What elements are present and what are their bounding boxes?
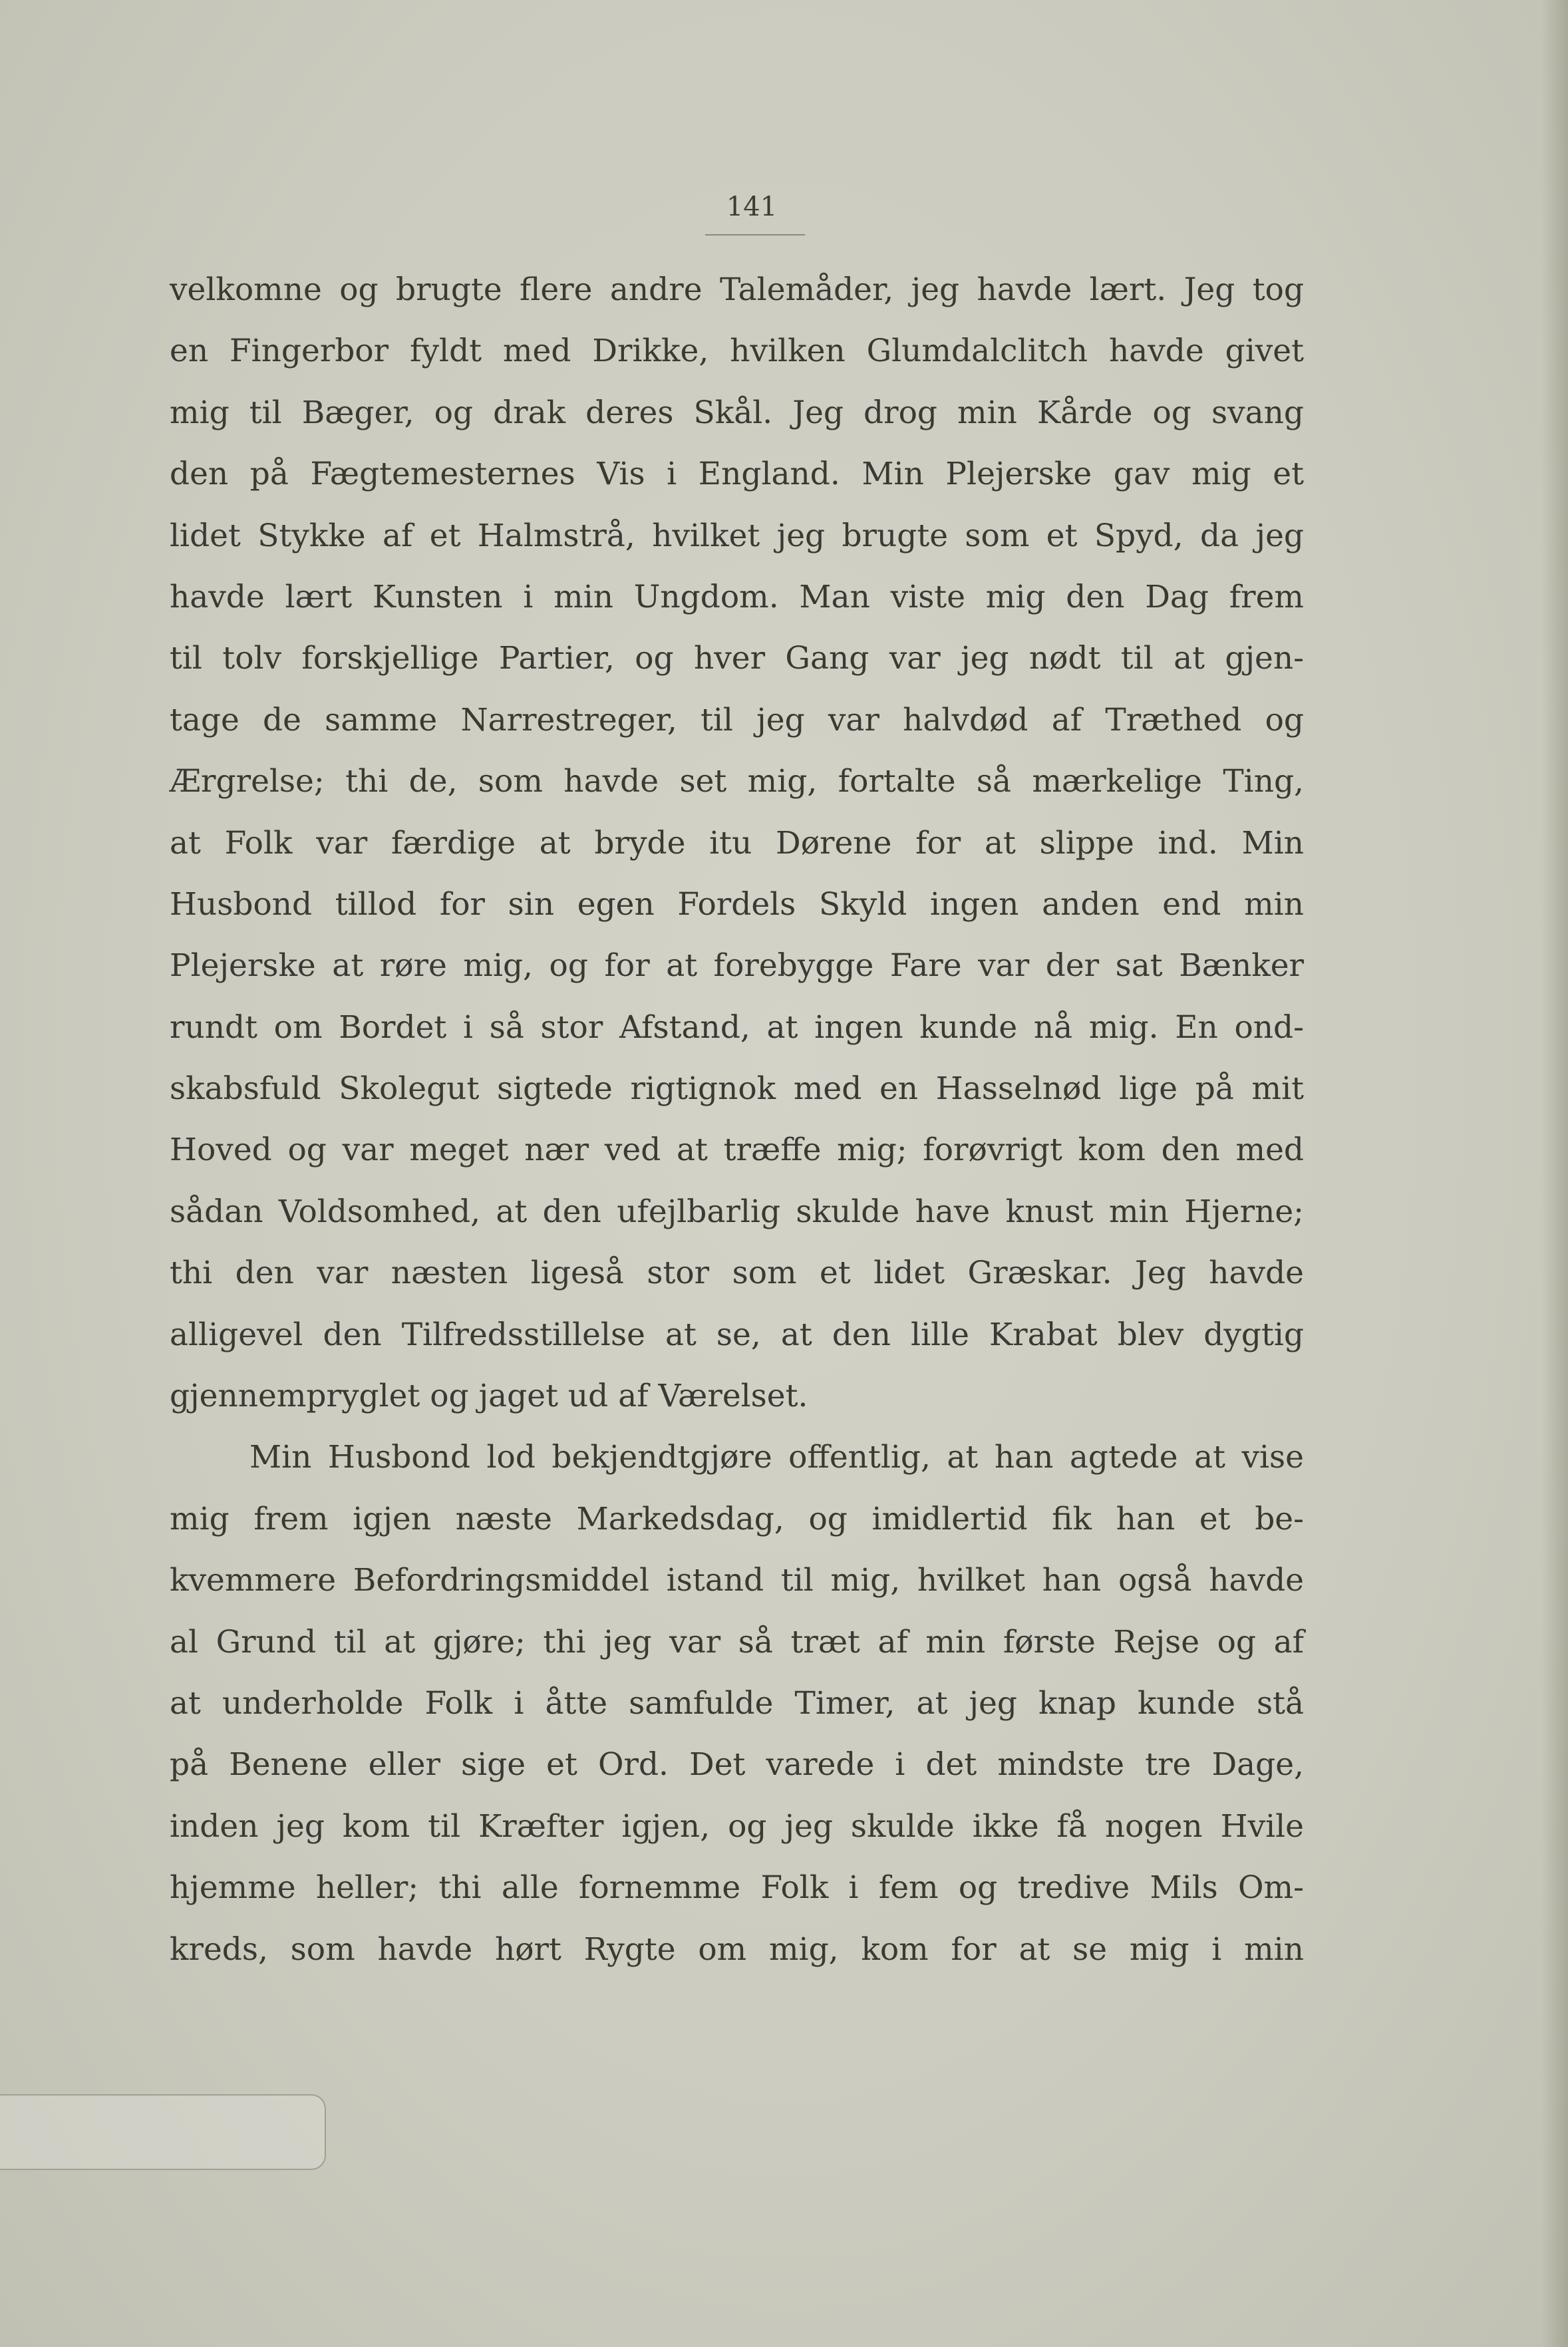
text-line: kvemmere Befordringsmiddel istand til mig, hvilket han også havde — [170, 1562, 1304, 1599]
text-line: skabsfuld Skolegut sigtede rigtignok med en Hasselnød lige på mit — [170, 1070, 1304, 1108]
text-line: Plejerske at røre mig, og for at forebygge Fare var der sat Bænker — [170, 947, 1304, 985]
text-line: mig frem igjen næste Markedsdag, og imidlertid fik han et be- — [170, 1500, 1304, 1537]
text-line: inden jeg kom til Kræfter igjen, og jeg skulde ikke få nogen Hvile — [170, 1807, 1304, 1845]
text-line: den på Fægtemesternes Vis i England. Min Plejerske gav mig et — [170, 456, 1304, 493]
text-line: Min Husbond lod bekjendtgjøre offentlig, at han agtede at vise — [249, 1439, 1304, 1476]
text-line: velkomne og brugte flere andre Talemåder, jeg havde lært. Jeg tog — [170, 271, 1304, 308]
text-line: havde lært Kunsten i min Ungdom. Man viste mig den Dag frem — [170, 578, 1304, 615]
text-line: rundt om Bordet i så stor Afstand, at ingen kunde nå mig. En ond- — [170, 1009, 1304, 1046]
text-line: mig til Bæger, og drak deres Skål. Jeg drog min Kårde og svang — [170, 394, 1304, 431]
text-line: Husbond tillod for sin egen Fordels Skyld ingen anden end min — [170, 885, 1304, 923]
text-line: at Folk var færdige at bryde itu Dørene for at slippe ind. Min — [170, 824, 1304, 861]
text-line: på Benene eller sige et Ord. Det varede i det mindste tre Dage, — [170, 1746, 1304, 1784]
text-line: at underholde Folk i åtte samfulde Timer, at jeg knap kunde stå — [170, 1684, 1304, 1722]
text-line: lidet Stykke af et Halmstrå, hvilket jeg brugte som et Spyd, da jeg — [170, 517, 1304, 554]
library-stamp-box — [0, 2094, 326, 2170]
text-line: al Grund til at gjøre; thi jeg var så træt af min første Rejse og af — [170, 1623, 1304, 1660]
text-line: Ærgrelse; thi de, som havde set mig, fortalte så mærkelige Ting, — [170, 763, 1304, 800]
text-line: til tolv forskjellige Partier, og hver Gang var jeg nødt til at gjen- — [170, 640, 1304, 677]
page-number-rule — [705, 234, 805, 235]
text-line: tage de samme Narrestreger, til jeg var halvdød af Træthed og — [170, 701, 1304, 738]
text-line: alligevel den Tilfredsstillelse at se, at den lille Krabat blev dygtig — [170, 1316, 1304, 1353]
text-line: sådan Voldsomhed, at den ufejlbarlig skulde have knust min Hjerne; — [170, 1193, 1304, 1230]
text-line: hjemme heller; thi alle fornemme Folk i fem og tredive Mils Om- — [170, 1869, 1304, 1907]
text-line: kreds, som havde hørt Rygte om mig, kom for at se mig i min — [170, 1931, 1304, 1968]
page-number: 141 — [726, 192, 778, 222]
text-line: gjennempryglet og jaget ud af Værelset. — [170, 1378, 808, 1415]
text-line: Hoved og var meget nær ved at træffe mig; forøvrigt kom den med — [170, 1132, 1304, 1169]
text-line: en Fingerbor fyldt med Drikke, hvilken Glumdalclitch havde givet — [170, 333, 1304, 370]
body-text — [170, 259, 1304, 1980]
text-line: thi den var næsten ligeså stor som et lidet Græskar. Jeg havde — [170, 1255, 1304, 1292]
page-edge-shadow — [1541, 0, 1568, 2347]
